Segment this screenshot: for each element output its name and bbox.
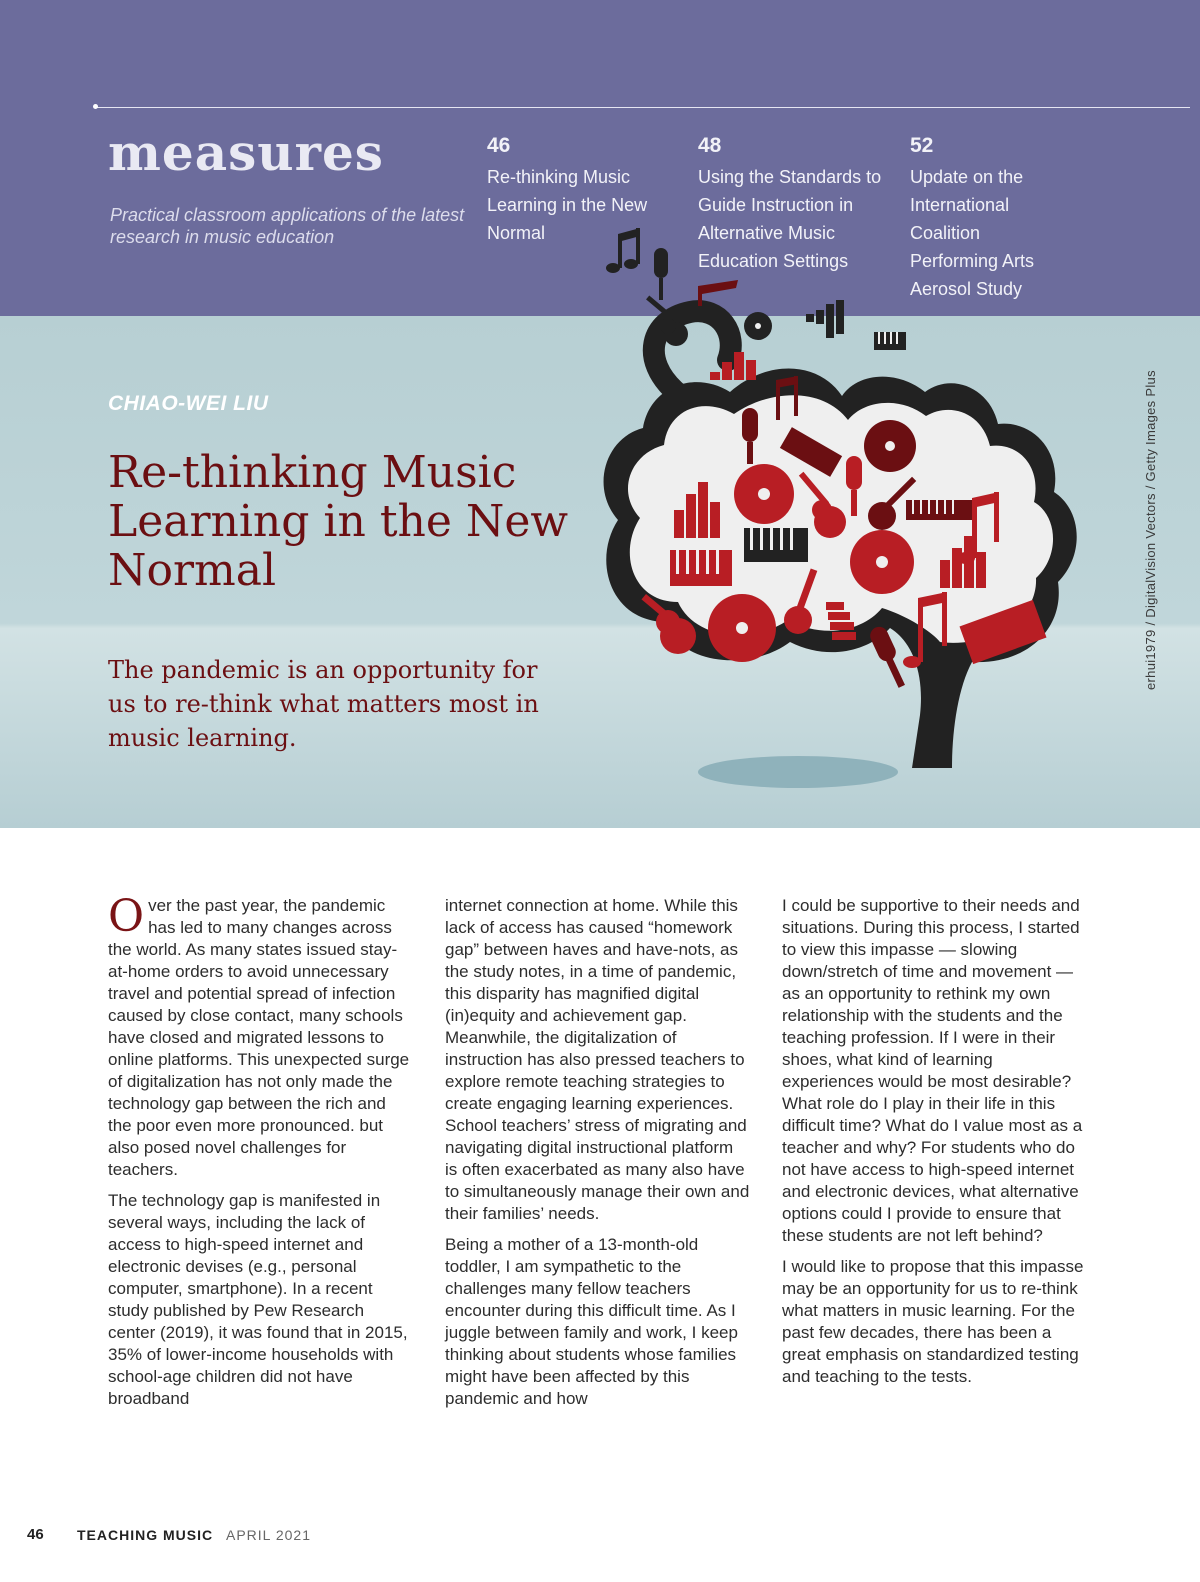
header-rule-dot <box>93 104 98 109</box>
piano-keys-icon <box>670 550 732 586</box>
microphone-icon <box>654 248 668 300</box>
toc-page-number: 48 <box>698 134 722 157</box>
vinyl-record-icon <box>708 594 776 662</box>
ground-shadow <box>698 756 898 788</box>
toc-title: Re-thinking Music Learning in the New Normal <box>487 167 648 243</box>
issue-date: APRIL 2021 <box>226 1527 311 1543</box>
body-paragraph: internet connection at home. While this lack of access has caused “homework gap” between haves and have-nots, as the study notes, in a time of pandemic, this disparity has magnified digital (in)equity and achievement gap. Meanwhile, the digitalization of instruction has also pressed teachers to explore remote teaching strategies to create engaging learning experiences. School teachers’ stress of migrating and navigating digital instructional platform is often exacerbated as many also have to simultaneously manage their own and their families’ needs. <box>445 896 750 1223</box>
toc-title: Using the Standards to Guide Instruction in Alternative Music Education Settings <box>698 167 882 271</box>
body-paragraph: I would like to propose that this impasse may be an opportunity for us to re-think what matters in music learning. For the past few decades, there has been a great emphasis on standardized testing and teaching to the tests. <box>782 1257 1084 1386</box>
piano-keys-icon <box>906 500 976 520</box>
article-title: Re-thinking Music Learning in the New Normal <box>108 447 569 596</box>
toc-page-number: 52 <box>910 134 934 157</box>
body-paragraph: I could be supportive to their needs and situations. During this process, I started to view this impasse — slowing down/stretch of time and movement — as an opportunity to rethink my own relationship with the students and the teaching profession. If I were in their shoes, what kind of learning experiences would be most desirable? What role do I play in their life in this difficult time? What do I value most as a teacher and why? For students who do not have access to high-speed internet and electronic devices, what alternative options could I provide to ensure that these students are not left behind? <box>782 896 1083 1245</box>
body-paragraph <box>108 891 413 1181</box>
piano-keys-icon <box>744 528 808 562</box>
magazine-name: TEACHING MUSIC <box>77 1527 214 1543</box>
body-paragraph: Being a mother of a 13-month-old toddler, I am sympathetic to the challenges many fellow teachers encounter during this difficult time. As I juggle between family and work, I keep thinking about students whose families might have been affected by this pandemic and how <box>445 1235 738 1408</box>
header-rule <box>95 107 1190 108</box>
vinyl-record-icon <box>850 530 914 594</box>
image-credit: erhui1979 / DigitalVision Vectors / Getty Images Plus <box>1143 370 1158 690</box>
section-brand: measures <box>108 123 384 182</box>
paragraph-text: ver the past year, the pandemic has led to many changes across the world. As many states issued stay-at-home orders to avoid unnecessary travel and potential spread of infection caused by close contact, many schools have closed and migrated lessons to online platforms. This unexpected surge of digitalization has not only made the technology gap between the rich and the poor even more pronounced. but also posed novel challenges for teachers. <box>108 896 410 1179</box>
toc-page-number: 46 <box>487 134 511 157</box>
equalizer-icon <box>806 300 844 338</box>
body-column-1 <box>108 891 413 1419</box>
drop-cap: O <box>108 891 145 942</box>
author-byline: CHIAO-WEI LIU <box>108 392 269 415</box>
body-column-2 <box>445 895 750 1419</box>
vinyl-record-icon <box>744 312 772 340</box>
piano-keys-icon <box>874 332 906 350</box>
page-number: 46 <box>27 1526 44 1543</box>
vinyl-record-icon <box>734 464 794 524</box>
body-column-3 <box>782 895 1087 1397</box>
article-deck: The pandemic is an opportunity for us to re-think what matters most in music learning. <box>108 656 539 752</box>
body-paragraph: The technology gap is manifested in several ways, including the lack of access to high-speed internet and electronic devises (e.g., personal computer, smartphone). In a recent study published by Pew Research center (2019), it was found that in 2015, 35% of lower-income households with school-age children did not have broadband <box>108 1191 408 1408</box>
music-note-icon <box>606 228 640 273</box>
toc-title: Update on the International Coalition Performing Arts Aerosol Study <box>910 167 1035 299</box>
music-head-illustration <box>580 210 1100 810</box>
vinyl-record-icon <box>864 420 916 472</box>
section-tagline: Practical classroom applications of the latest research in music education <box>110 205 465 247</box>
